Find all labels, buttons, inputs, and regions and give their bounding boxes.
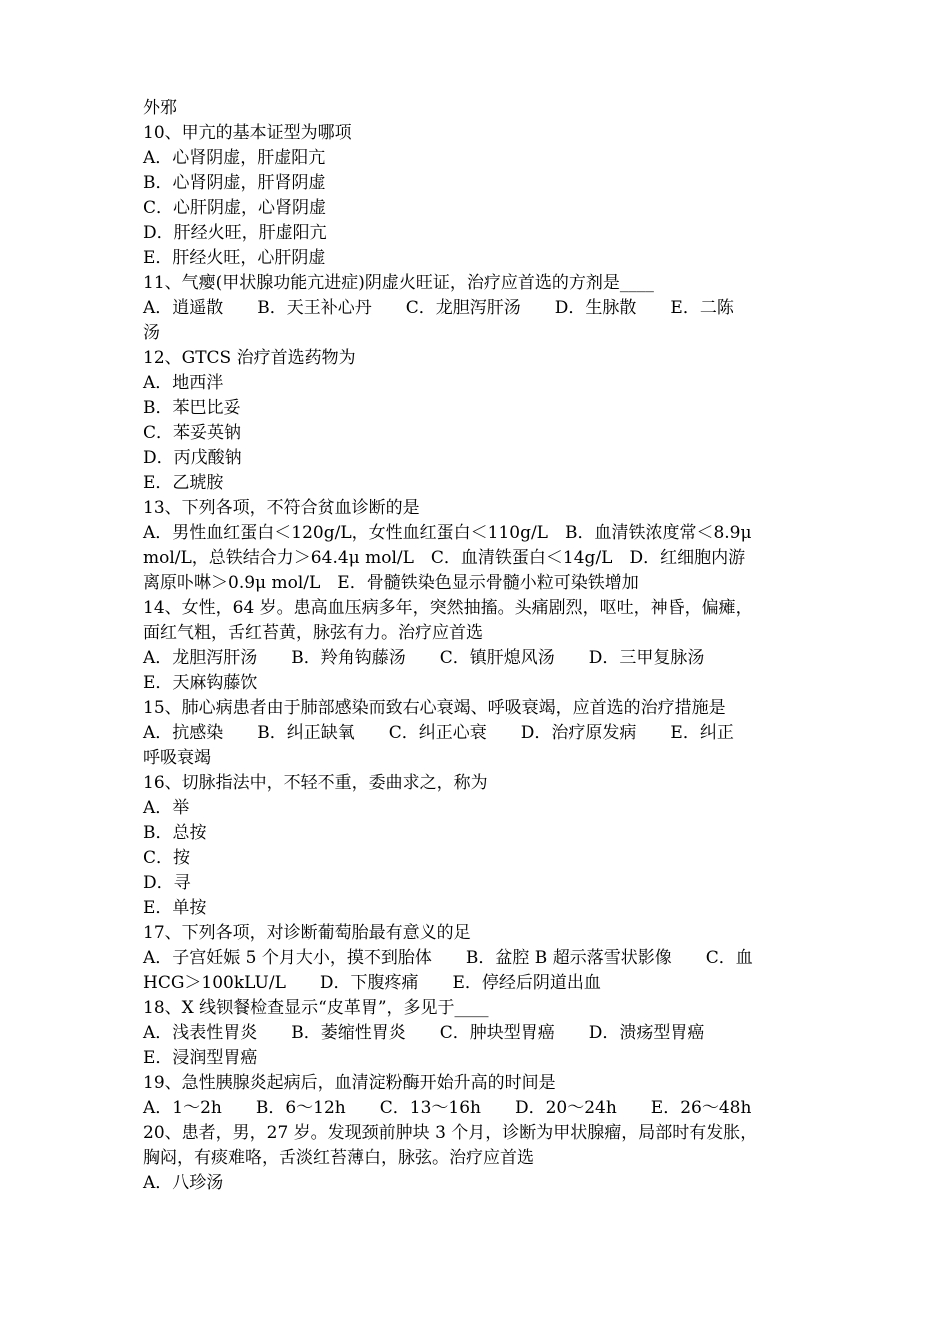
question-15-options-cont: 呼吸衰竭 bbox=[143, 748, 211, 768]
question-18-stem: 18、X 线钡餐检查显示“皮革胃”，多见于____ bbox=[143, 998, 489, 1018]
question-16-option-a: A．举 bbox=[143, 798, 190, 818]
question-13-options-cont: mol/L，总铁结合力＞64.4μ mol/L C．血清铁蛋白＜14g/L D．红细胞内游 bbox=[143, 548, 746, 568]
question-14-stem-cont: 面红气粗，舌红苔黄，脉弦有力。治疗应首选 bbox=[143, 623, 483, 643]
question-20-stem: 20、患者，男，27 岁。发现颈前肿块 3 个月，诊断为甲状腺瘤，局部时有发胀， bbox=[143, 1123, 758, 1143]
question-15-options: A．抗感染 B．纠正缺氧 C．纠正心衰 D．治疗原发病 E．纠正 bbox=[143, 723, 734, 743]
question-10-stem: 10、甲亢的基本证型为哪项 bbox=[143, 123, 352, 143]
question-10-option-a: A．心肾阴虚，肝虚阳亢 bbox=[143, 148, 326, 168]
question-16-stem: 16、切脉指法中，不轻不重，委曲求之，称为 bbox=[143, 773, 488, 793]
question-11-stem: 11、气瘿(甲状腺功能亢进症)阴虚火旺证，治疗应首选的方剂是____ bbox=[143, 273, 654, 293]
question-19-options: A．1～2h B．6～12h C．13～16h D．20～24h E．26～48h bbox=[143, 1098, 752, 1118]
question-17-stem: 17、下列各项，对诊断葡萄胎最有意义的足 bbox=[143, 923, 471, 943]
question-15-stem: 15、肺心病患者由于肺部感染而致右心衰竭、呼吸衰竭，应首选的治疗措施是 bbox=[143, 698, 726, 718]
question-12-option-d: D．丙戊酸钠 bbox=[143, 448, 242, 468]
question-10-option-c: C．心肝阴虚，心肾阴虚 bbox=[143, 198, 327, 218]
question-12-option-b: B．苯巴比妥 bbox=[143, 398, 241, 418]
question-10-option-e: E．肝经火旺，心肝阴虚 bbox=[143, 248, 326, 268]
document-body bbox=[143, 96, 808, 1196]
question-17-options: A．子宫妊娠 5 个月大小，摸不到胎体 B．盆腔 B 超示落雪状影像 C．血 bbox=[143, 948, 753, 968]
question-13-options: A．男性血红蛋白＜120g/L，女性血红蛋白＜110g/L B．血清铁浓度常＜8.9μ bbox=[143, 523, 752, 543]
question-14-options: A．龙胆泻肝汤 B．羚角钩藤汤 C．镇肝熄风汤 D．三甲复脉汤 bbox=[143, 648, 705, 668]
question-12-option-e: E．乙琥胺 bbox=[143, 473, 224, 493]
question-12-stem: 12、GTCS 治疗首选药物为 bbox=[143, 348, 356, 368]
question-18-options: A．浅表性胃炎 B．萎缩性胃炎 C．肿块型胃癌 D．溃疡型胃癌 bbox=[143, 1023, 705, 1043]
question-14-options-cont: E．天麻钩藤饮 bbox=[143, 673, 258, 693]
question-10-option-b: B．心肾阴虚，肝肾阴虚 bbox=[143, 173, 326, 193]
question-19-stem: 19、急性胰腺炎起病后，血清淀粉酶开始升高的时间是 bbox=[143, 1073, 556, 1093]
question-12-option-c: C．苯妥英钠 bbox=[143, 423, 242, 443]
question-18-options-cont: E．浸润型胃癌 bbox=[143, 1048, 258, 1068]
question-16-option-c: C．按 bbox=[143, 848, 191, 868]
question-16-option-d: D．寻 bbox=[143, 873, 191, 893]
question-11-options: A．逍遥散 B．天王补心丹 C．龙胆泻肝汤 D．生脉散 E．二陈 bbox=[143, 298, 734, 318]
question-20-option-a: A．八珍汤 bbox=[143, 1173, 224, 1193]
question-16-option-b: B．总按 bbox=[143, 823, 207, 843]
text-line: 外邪 bbox=[143, 98, 177, 118]
question-17-options-cont: HCG＞100kLU/L D．下腹疼痛 E．停经后阴道出血 bbox=[143, 973, 601, 993]
question-13-stem: 13、下列各项，不符合贫血诊断的是 bbox=[143, 498, 420, 518]
question-13-options-cont: 离原卟啉＞0.9μ mol/L E．骨髓铁染色显示骨髓小粒可染铁增加 bbox=[143, 573, 639, 593]
question-14-stem: 14、女性，64 岁。患高血压病多年，突然抽搐。头痛剧烈，呕吐，神昏，偏瘫， bbox=[143, 598, 753, 618]
question-12-option-a: A．地西泮 bbox=[143, 373, 224, 393]
question-10-option-d: D．肝经火旺，肝虚阳亢 bbox=[143, 223, 327, 243]
question-11-options-cont: 汤 bbox=[143, 323, 160, 343]
question-16-option-e: E．单按 bbox=[143, 898, 207, 918]
question-20-stem-cont: 胸闷，有痰难咯，舌淡红苔薄白，脉弦。治疗应首选 bbox=[143, 1148, 534, 1168]
